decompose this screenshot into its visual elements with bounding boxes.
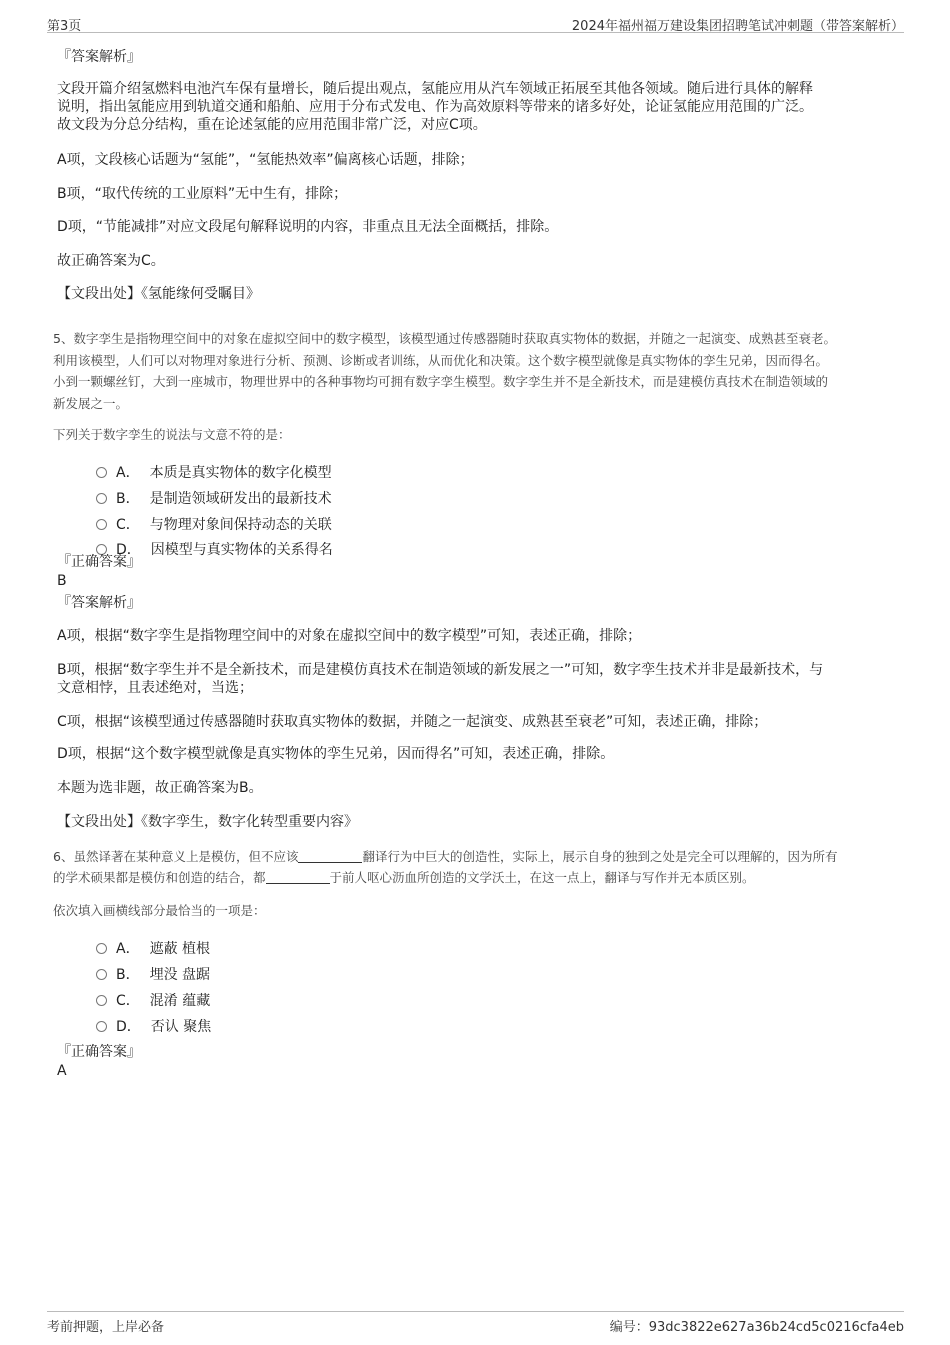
document-title: 2024年福州福万建设集团招聘笔试冲刺题（带答案解析） (571, 19, 904, 34)
blank-1 (298, 850, 362, 863)
question-text-line: 6、虽然译著在某种意义上是模仿，但不应该 翻译行为中巨大的创造性，实际上，展示自身的独到之处是完全可以理解的，因为所有 (53, 849, 838, 864)
option-c-analysis: C项，根据“该模型通过传感器随时获取真实物体的数据，并随之一起演变、成熟甚至衰老”可知，表述正确，排除； (57, 714, 768, 730)
option-b[interactable]: B． 埋没 盘踞 (96, 964, 210, 984)
option-b-analysis: B项，根据“数字孪生并不是全新技术，而是建模仿真技术在制造领域的新发展之一”可知，数字孪生技术并非是最新技术，与 (57, 662, 824, 678)
question-text-line: 小到一颗螺丝钉，大到一座城市，物理世界中的各种事物均可拥有数字孪生模型。数字孪生并不是全新技术，而是建模仿真技术在制造领域的 (53, 374, 829, 389)
option-a[interactable]: A． 遮蔽 植根 (96, 938, 210, 958)
radio-icon[interactable] (96, 467, 107, 478)
analysis-line: 故文段为分总分结构，重在论述氢能的应用范围非常广泛，对应C项。 (57, 117, 487, 133)
option-b-analysis: B项，“取代传统的工业原料”无中生有，排除； (57, 186, 348, 202)
page-footer (47, 1311, 904, 1334)
option-a-analysis: A项，根据“数字孪生是指物理空间中的对象在虚拟空间中的数字模型”可知，表述正确，排除； (57, 628, 642, 644)
page-number: 第3页 (47, 19, 82, 34)
option-d[interactable]: D． 因模型与真实物体的关系得名 (96, 539, 333, 559)
radio-icon[interactable] (96, 519, 107, 530)
conclusion: 本题为选非题，故正确答案为B。 (57, 780, 263, 796)
answer-label: 『正确答案』 (57, 1044, 141, 1060)
radio-icon[interactable] (96, 1021, 107, 1032)
blank-2 (266, 871, 330, 884)
question-text-line: 的学术硕果都是模仿和创造的结合，都 于前人呕心沥血所创造的文学沃土，在这一点上，翻译与写作并无本质区别。 (53, 870, 755, 885)
analysis-line: 文段开篇介绍氢燃料电池汽车保有量增长，随后提出观点，氢能应用从汽车领域正拓展至其他各领域。随后进行具体的解释 (57, 81, 813, 97)
question-prompt: 依次填入画横线部分最恰当的一项是： (53, 903, 266, 918)
option-d-analysis: D项，根据“这个数字模型就像是真实物体的孪生兄弟，因而得名”可知，表述正确，排除。 (57, 746, 615, 762)
option-a-analysis: A项，文段核心话题为“氢能”，“氢能热效率”偏离核心话题，排除； (57, 152, 474, 168)
option-b[interactable]: B． 是制造领域研发出的最新技术 (96, 488, 332, 508)
radio-icon[interactable] (96, 943, 107, 954)
analysis-label: 『答案解析』 (57, 595, 141, 611)
radio-icon[interactable] (96, 493, 107, 504)
footer-slogan: 考前押题，上岸必备 (47, 1320, 165, 1335)
page-header (47, 14, 904, 33)
option-d[interactable]: D． 否认 聚焦 (96, 1016, 211, 1036)
analysis-label: 『答案解析』 (57, 49, 141, 65)
option-d-analysis: D项，“节能减排”对应文段尾句解释说明的内容，非重点且无法全面概括，排除。 (57, 219, 559, 235)
question-prompt: 下列关于数字孪生的说法与文意不符的是： (53, 427, 291, 442)
answer-label: 『正确答案』 (57, 554, 141, 570)
document-code: 编号：93dc3822e627a36b24cd5c0216cfa4eb (609, 1320, 904, 1335)
option-a[interactable]: A． 本质是真实物体的数字化模型 (96, 462, 332, 482)
question-text-line: 利用该模型，人们可以对物理对象进行分析、预测、诊断或者训练，从而优化和决策。这个数字模型就像是真实物体的孪生兄弟，因而得名。 (53, 353, 829, 368)
source: 【文段出处】《氢能缘何受瞩目》 (57, 286, 260, 302)
option-c[interactable]: C． 混淆 蕴藏 (96, 990, 210, 1010)
question-text-line: 5、数字孪生是指物理空间中的对象在虚拟空间中的数字模型，该模型通过传感器随时获取真实物体的数据，并随之一起演变、成熟甚至衰老。 (53, 331, 836, 346)
option-b-analysis: 文意相悖，且表述绝对，当选； (57, 680, 253, 696)
radio-icon[interactable] (96, 995, 107, 1006)
question-text-line: 新发展之一。 (53, 396, 129, 411)
option-c[interactable]: C． 与物理对象间保持动态的关联 (96, 514, 332, 534)
analysis-line: 说明，指出氢能应用到轨道交通和船舶、应用于分布式发电、作为高效原料等带来的诸多好处，论证氢能应用范围的广泛。 (57, 99, 813, 115)
source: 【文段出处】《数字孪生，数字化转型重要内容》 (57, 814, 358, 830)
conclusion: 故正确答案为C。 (57, 253, 165, 269)
answer-value: B (57, 573, 67, 589)
answer-value: A (57, 1063, 67, 1079)
radio-icon[interactable] (96, 969, 107, 980)
